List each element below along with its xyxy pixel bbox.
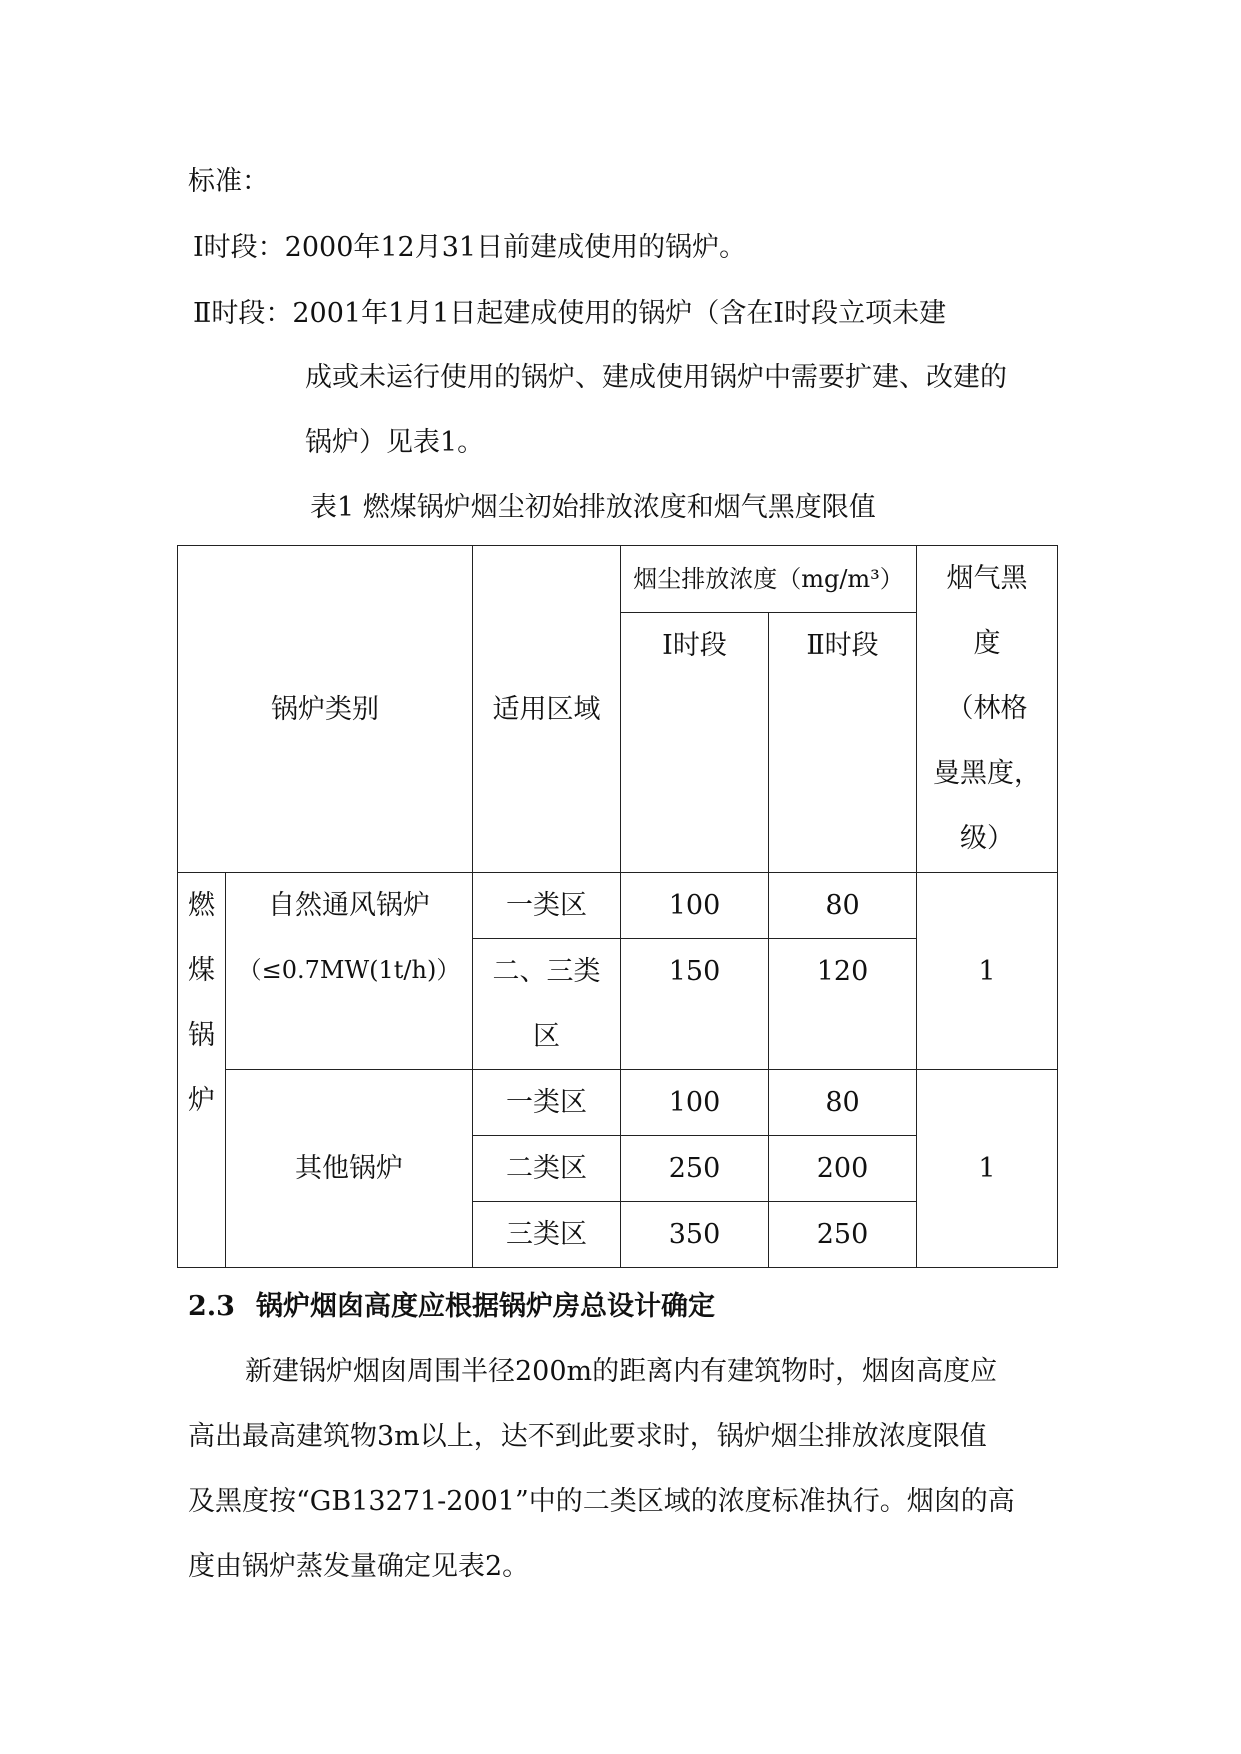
section-title: 锅炉烟囱高度应根据锅炉房总设计确定 [256, 1291, 715, 1322]
section-number: 2.3 [188, 1291, 235, 1322]
paragraph-line: 新建锅炉烟囱周围半径200m的距离内有建筑物时，烟囱高度应 [245, 1356, 998, 1387]
zone-cell: 一类区 [473, 873, 621, 939]
value-cell: 350 [621, 1202, 769, 1268]
value-cell: 80 [769, 873, 917, 939]
section-heading [188, 1287, 715, 1327]
blackness-value: 1 [917, 873, 1058, 1070]
period2-definition-line1: Ⅱ时段：2001年1月1日起建成使用的锅炉（含在Ⅰ时段立项未建 [193, 298, 947, 329]
header-dust-concentration: 烟尘排放浓度（mg/m³） [621, 546, 917, 613]
period1-definition: Ⅰ时段：2000年12月31日前建成使用的锅炉。 [193, 232, 747, 263]
value-cell: 80 [769, 1070, 917, 1136]
paragraph-line: 及黑度按“GB13271-2001”中的二类区域的浓度标准执行。烟囱的高 [188, 1486, 1015, 1517]
value-cell: 150 [621, 939, 769, 1070]
zone-cell: 二、三类 区 [473, 939, 621, 1070]
value-cell: 120 [769, 939, 917, 1070]
period2-definition-line3: 锅炉）见表1。 [305, 427, 485, 458]
header-period1: Ⅰ时段 [621, 613, 769, 873]
zone-cell: 二类区 [473, 1136, 621, 1202]
zone-cell: 一类区 [473, 1070, 621, 1136]
paragraph-line: 度由锅炉蒸发量确定见表2。 [188, 1551, 530, 1582]
header-smoke-blackness: 烟气黑 度 （林格 曼黑度， 级） [917, 546, 1058, 873]
group-other-boilers: 其他锅炉 [226, 1070, 473, 1268]
group-natural-draft-boiler: 自然通风锅炉 （≤0.7MW(1t/h)） [226, 873, 473, 1070]
header-boiler-type: 锅炉类别 [178, 546, 473, 873]
value-cell: 250 [621, 1136, 769, 1202]
value-cell: 100 [621, 873, 769, 939]
intro-label: 标准： [188, 166, 269, 197]
header-zone: 适用区域 [473, 546, 621, 873]
header-period2: Ⅱ时段 [769, 613, 917, 873]
zone-cell: 三类区 [473, 1202, 621, 1268]
period2-definition-line2: 成或未运行使用的锅炉、建成使用锅炉中需要扩建、改建的 [305, 362, 1007, 393]
blackness-value: 1 [917, 1070, 1058, 1268]
value-cell: 200 [769, 1136, 917, 1202]
paragraph-line: 高出最高建筑物3m以上，达不到此要求时，锅炉烟尘排放浓度限值 [188, 1421, 987, 1452]
category-coal-boiler: 燃 煤 锅 炉 [178, 873, 226, 1268]
emission-limits-table [177, 545, 1058, 1268]
value-cell: 250 [769, 1202, 917, 1268]
table1-caption: 表1 燃煤锅炉烟尘初始排放浓度和烟气黑度限值 [310, 492, 876, 523]
value-cell: 100 [621, 1070, 769, 1136]
